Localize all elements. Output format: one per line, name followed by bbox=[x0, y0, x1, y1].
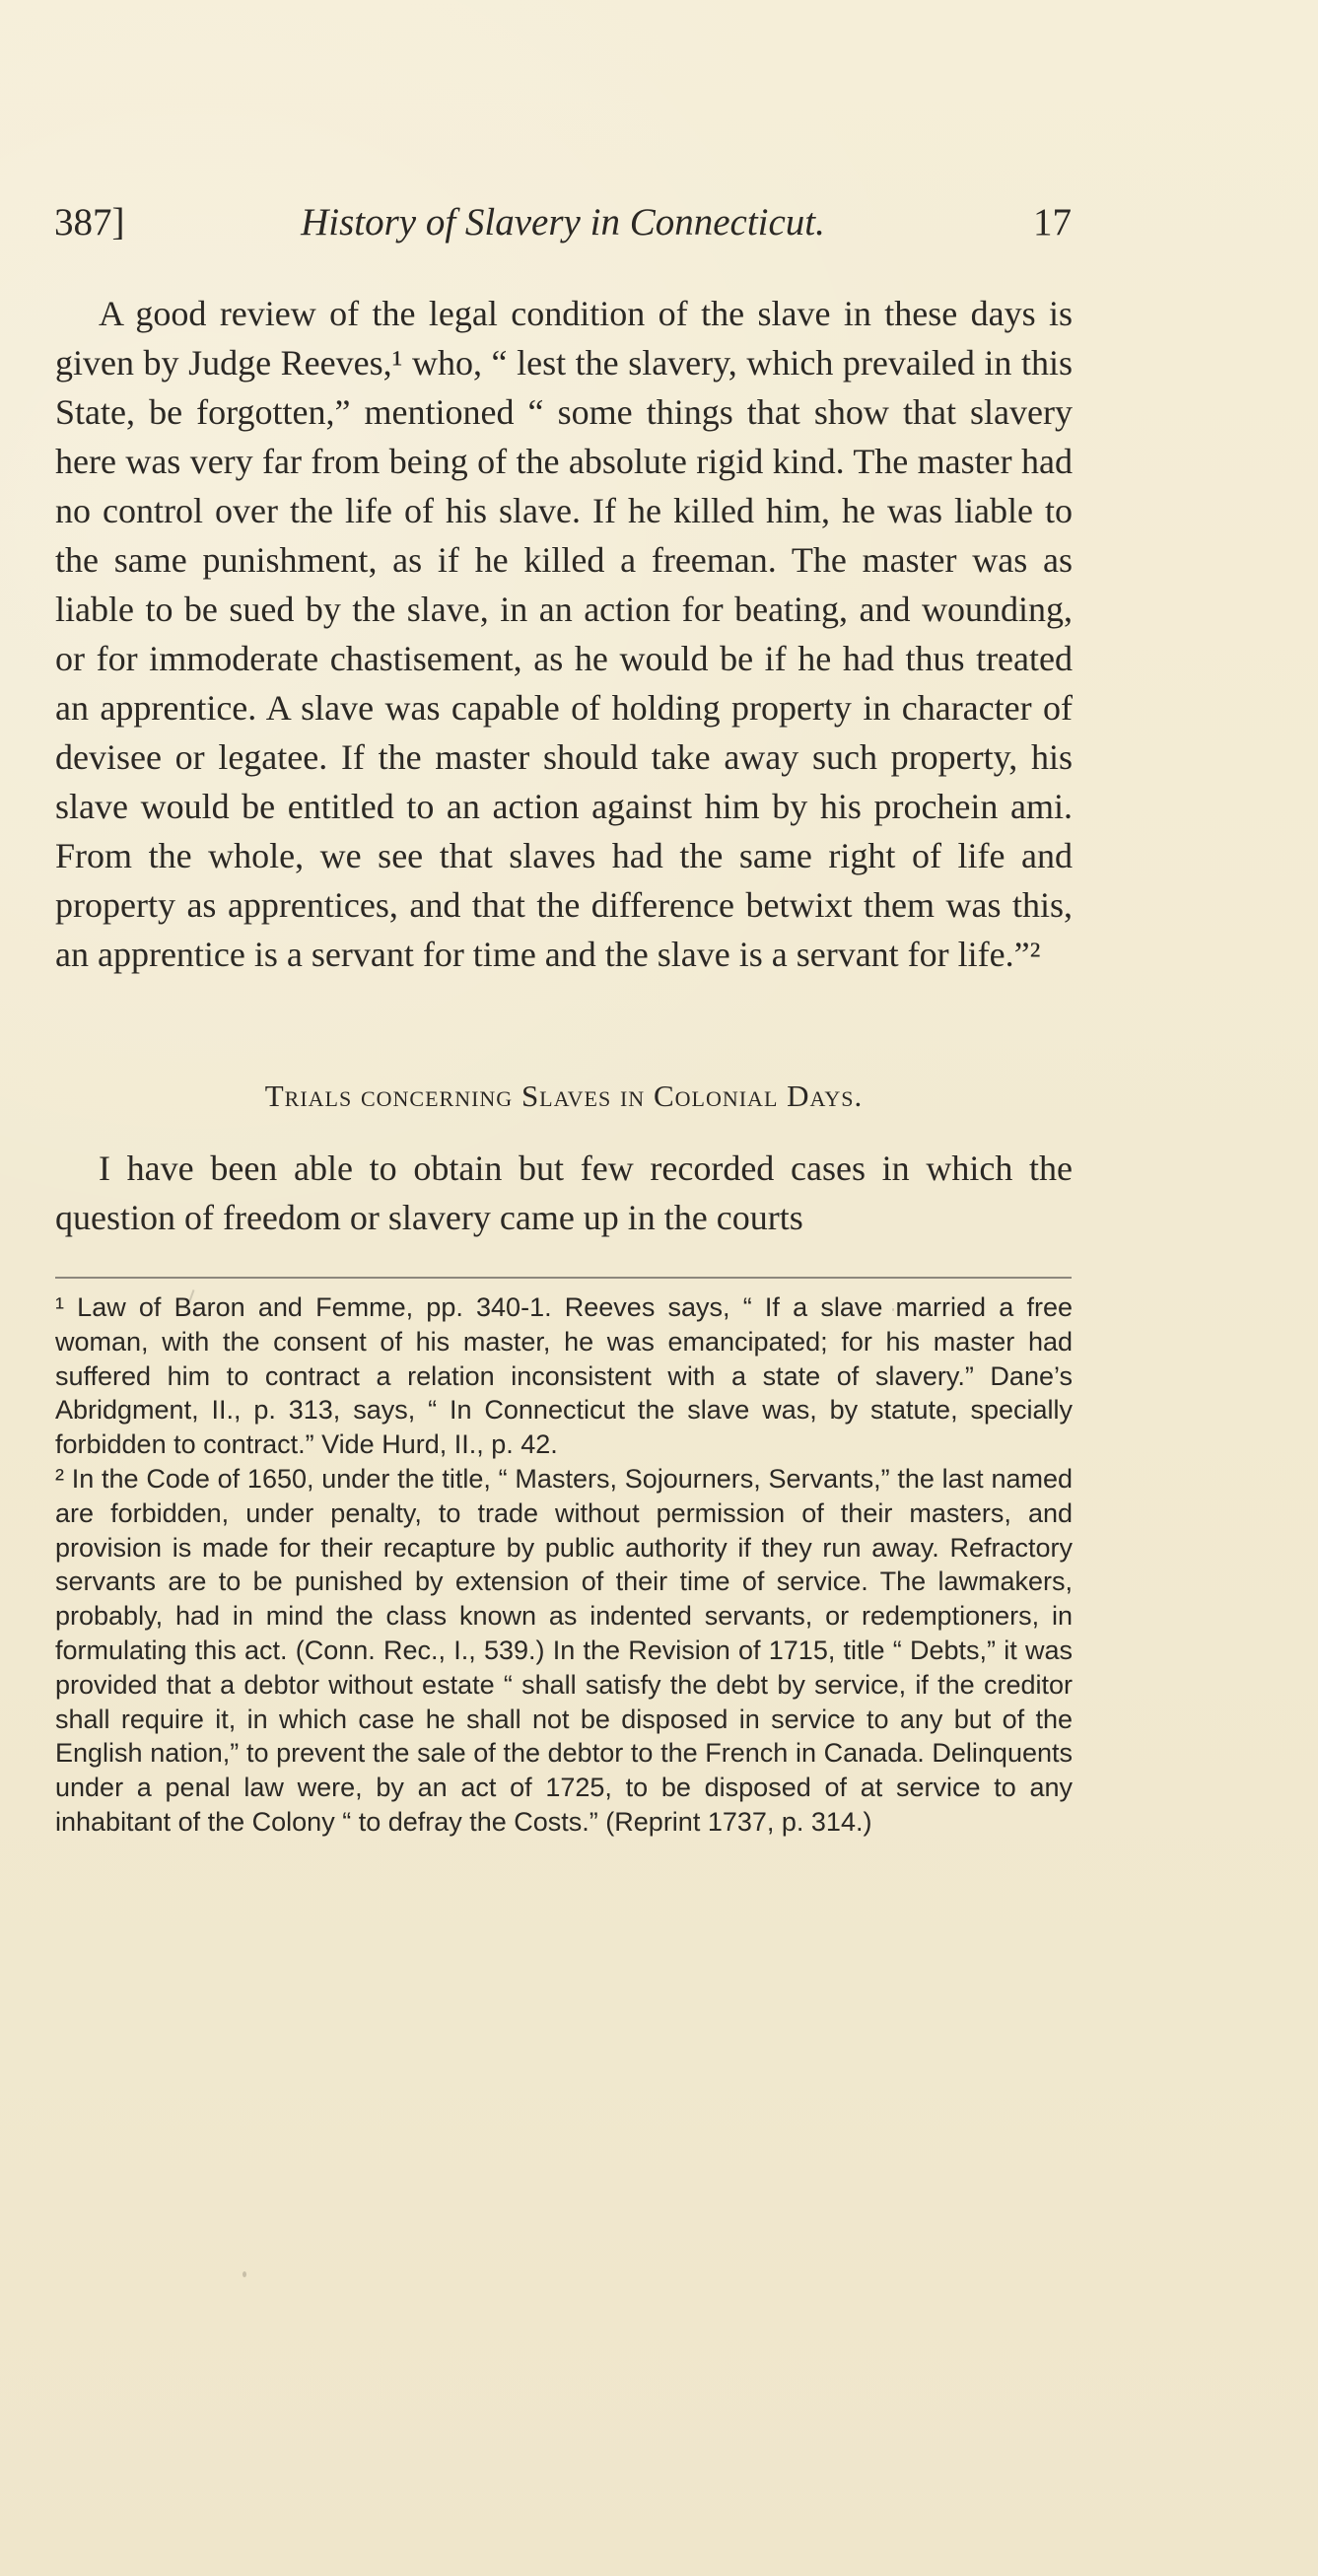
footnote-divider bbox=[55, 1277, 1072, 1279]
page-number: 17 bbox=[1033, 201, 1072, 244]
page-reference: 387] bbox=[54, 201, 125, 244]
page-header bbox=[54, 194, 1072, 251]
paper-speck bbox=[243, 2271, 246, 2277]
main-text-block-1 bbox=[55, 289, 1073, 979]
paragraph-1: A good review of the legal condition of the slave in these days is given by Judge Reeves,¹ who, “ lest the slavery, which prevailed in this State, be forgotten,” mentioned “ some things that show that slavery here was very far from being of the absolute rigid kind. The master had no control over the life of his slave. If he killed him, he was liable to the same punishment, as if he killed a freeman. The master was as liable to be sued by the slave, in an action for beating, and wounding, or for immoderate chastisement, as he would be if he had thus treated an apprentice. A slave was capable of holding property in character of devisee or legatee. If the master should take away such property, his slave would be entitled to an action against him by his prochein ami. From the whole, we see that slaves had the same right of life and property as apprentices, and that the difference betwixt them was this, an apprentice is a servant for time and the slave is a servant for life.”² bbox=[55, 294, 1073, 974]
paragraph-2: I have been able to obtain but few recorded cases in which the question of freedom or slavery came up in the courts bbox=[55, 1149, 1073, 1237]
running-head-title: History of Slavery in Connecticut. bbox=[301, 201, 825, 244]
main-text-block-2 bbox=[55, 1144, 1073, 1242]
footnote-2: ² In the Code of 1650, under the title, “ Masters, Sojourners, Servants,” the last named are forbidden, under penalty, to trade without permission of their masters, and provision is made for their recapture by public authority if they run away. Refractory servants are to be punished by extension of their time of service. The lawmakers, probably, had in mind the class known as indented servants, or redemptioners, in formulating this act. (Conn. Rec., I., 539.) In the Revision of 1715, title “ Debts,” it was provided that a debtor without estate “ shall satisfy the debt by service, if the creditor shall require it, in which case he shall not be disposed in service to any but of the English nation,” to prevent the sale of the debtor to the French in Canada. Delinquents under a penal law were, by an act of 1725, to be disposed of at service to any inhabitant of the Colony “ to defray the Costs.” (Reprint 1737, p. 314.) bbox=[55, 1463, 1073, 1837]
footnote-1: ¹ Law of Baron and Femme, pp. 340-1. Reeves says, “ If a slave married a free woman, with the consent of his master, he was emancipated; for his master had suffered him to contract a relation inconsistent with a state of slavery.” Dane’s Abridgment, II., p. 313, says, “ In Connecticut the slave was, by statute, specially forbidden to contract.” Vide Hurd, II., p. 42. bbox=[55, 1292, 1073, 1460]
section-heading: Trials concerning Slaves in Colonial Days. bbox=[264, 1079, 864, 1113]
footnotes-block bbox=[55, 1290, 1073, 1840]
